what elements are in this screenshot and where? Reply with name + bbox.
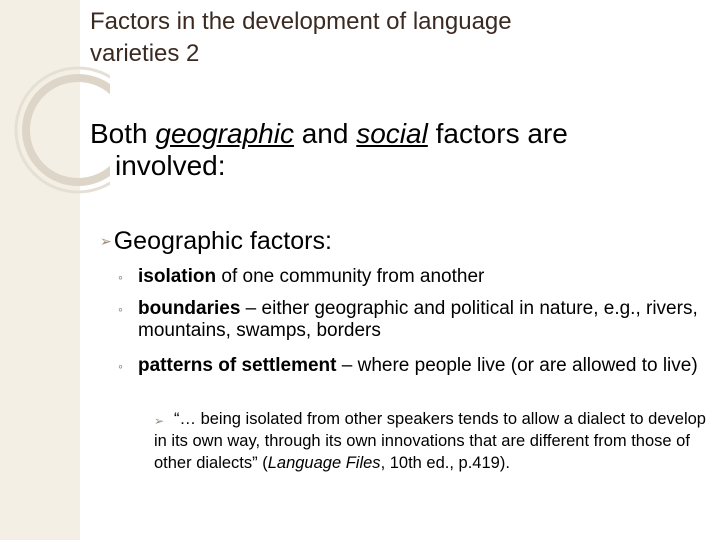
- item-rest: – where people live (or are allowed to live): [336, 355, 698, 376]
- arrow-bullet-icon: ➢: [154, 414, 165, 428]
- title-line-1: Factors in the development of language: [90, 8, 512, 35]
- heading-text: Geographic factors: [113, 227, 325, 255]
- lead-geographic: geographic: [155, 118, 294, 149]
- item-rest: of one community from another: [216, 266, 485, 287]
- item-rest: – either geographic and political in nature, e.g., rivers, mountains, swamps, borders: [138, 298, 698, 341]
- lead-text-and: and: [293, 118, 357, 149]
- lead-text-post: factors are: [427, 118, 568, 149]
- geographic-factors-heading: [100, 226, 700, 259]
- list-item-patterns-of-settlement: [118, 355, 698, 377]
- ring-bullet-icon: ◦: [118, 358, 123, 374]
- ring-bullet-icon: ◦: [118, 301, 123, 317]
- ring-bullet-icon: ◦: [118, 269, 123, 285]
- lead-social: social: [356, 118, 428, 149]
- title-line-2: varieties 2: [90, 40, 200, 67]
- item-bold: isolation: [138, 266, 217, 287]
- item-bold: boundaries: [138, 298, 241, 319]
- quote-paragraph: [154, 408, 714, 474]
- quote-source: Language Files: [267, 454, 381, 472]
- quote-tail: , 10th ed., p.419).: [380, 454, 510, 472]
- arrow-bullet-icon: ➢: [100, 233, 112, 249]
- heading-colon: :: [324, 227, 332, 255]
- lead-paragraph: [90, 118, 700, 182]
- list-item-isolation: [118, 266, 698, 288]
- quote-text: “… being isolated from other speakers tends to allow a dialect to develop in its own way, through its own innovations that are different from those of other dialects” (: [154, 410, 706, 472]
- item-bold: patterns of settlement: [138, 355, 337, 376]
- list-item-boundaries: [118, 298, 698, 342]
- lead-text-pre: Both: [90, 118, 156, 149]
- slide-title: [90, 6, 690, 70]
- lead-line-2: involved:: [115, 150, 226, 181]
